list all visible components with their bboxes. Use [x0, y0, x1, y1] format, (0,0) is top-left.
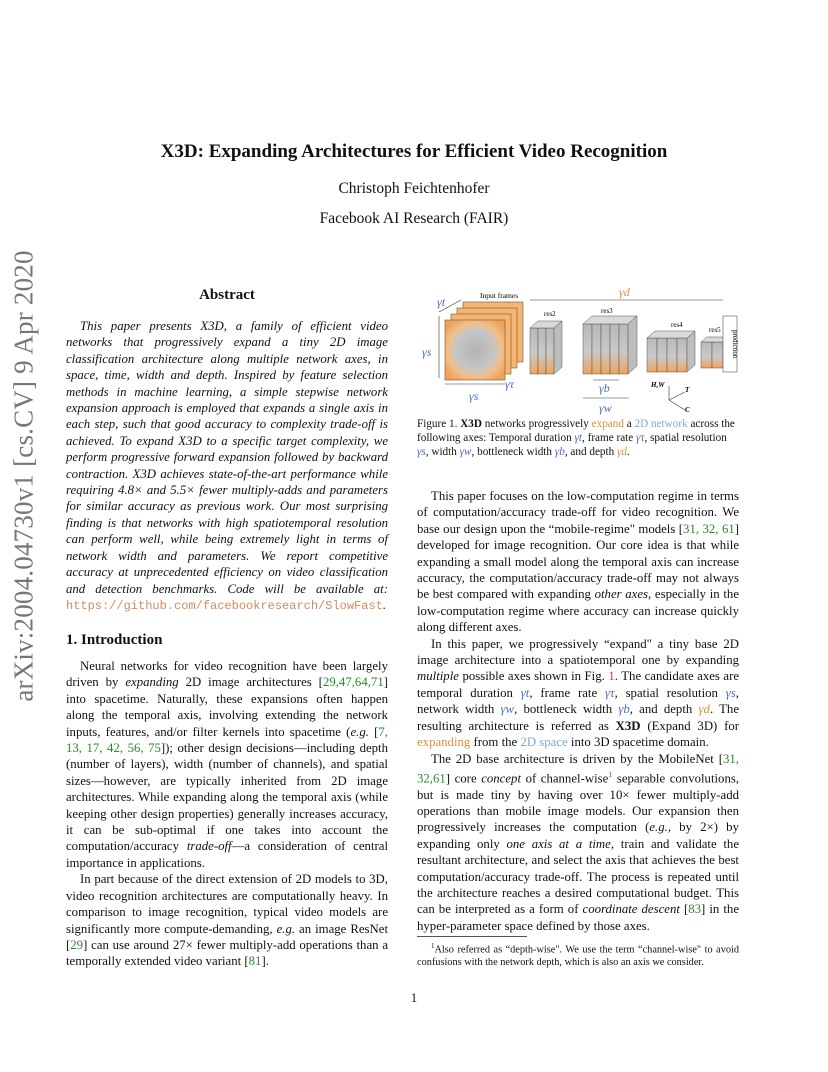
citation-link[interactable]: 83 [688, 902, 702, 917]
res3-block [583, 316, 637, 374]
paper-title: X3D: Expanding Architectures for Efficient Video Recognition [160, 141, 668, 162]
prediction-label: prediction [731, 330, 739, 359]
axis-hw-label: H,W [651, 381, 665, 389]
intro-paragraph-1: Neural networks for video recognition have been largely driven by expanding 2D image architectures [29,47,64,71] into spacetime. Naturally, these expansions often happen along the temporal axis, involving extending the network inputs, features, and/or filter kernels into spacetime (e.g. [7, 13, 17, 42, 56, 75]); other design decisions—including depth (number of layers), width (number of channels), and spatial sizes—however, are typically inherited from 2D image architectures. While expanding along the temporal axis (while keeping other design properties) generally increases accuracy, it can be sub-optimal if one takes into account the computation/accuracy trade-off—a consideration of central importance in applications. [66, 659, 388, 870]
axes-legend [669, 386, 685, 410]
input-frames-stack [445, 302, 523, 380]
gamma-tau-symbol: γτ [505, 377, 515, 391]
right-paragraph-1: This paper focuses on the low-computation regime in terms of computation/accuracy trade-off for video recognition. We base our design upon the “mobile-regime" models [31, 32, 61] developed for image recognition. Our core idea is that while expanding a small model along the temporal axis can increase accuracy, the computation/accuracy trade-off may not always be best compared with expanding other axes, especially in the low-computation regime where accuracy can increase quickly along different axes. [417, 489, 740, 635]
res3-label: res3 [601, 307, 613, 315]
arxiv-identifier [4, 250, 44, 702]
figure-1-caption: Figure 1. X3D networks progressively expand a 2D network across the following axes: Temporal duration γt, frame rate γτ, spatial resolution γs, width γw, bottleneck width γb, and depth γd. [417, 418, 735, 458]
intro-paragraph-2: In part because of the direct extension of 2D models to 3D, video recognition architectures are computationally heavy. In comparison to image recognition, typical video models are significantly more compute-demanding, e.g. an image ResNet [29] can use around 27× fewer multiply-add operations than a temporally extended video variant [81]. [66, 872, 389, 969]
gamma-t-symbol: γt [437, 295, 446, 309]
figure-ref-link[interactable]: 1 [608, 669, 615, 684]
footnote-ref-link[interactable]: 1 [608, 769, 613, 779]
footnote: $^1$Also referred as “depth-wise". We use the term “channel-wise" to avoid confusions with the network depth, which is also an axis we consider. [417, 942, 739, 969]
abstract-body: This paper presents X3D, a family of efficient video networks that progressively expand a tiny 2D image classification architecture along multiple network axes, in space, time, width and depth. Inspired by feature selection methods in machine learning, a simple stepwise network expansion approach is employed that expands a single axis in each step, such that good accuracy to complexity trade-off is achieved. To expand X3D to a specific target complexity, we perform progressive forward expansion followed by backward contraction. X3D achieves state-of-the-art performance while requiring 4.8× and 5.5× fewer multiply-adds and parameters for similar accuracy as previous work. Our most surprising finding is that networks with high spatiotemporal resolution can perform well, while being extremely light in terms of network width and parameters. We report competitive accuracy at unprecedented efficiency on video classification and detection benchmarks. Code will be available at: https://github.com/facebookresearch/SlowFast. [66, 319, 388, 613]
citation-link[interactable]: 81 [248, 954, 262, 969]
axis-c-label: C [685, 406, 690, 414]
res5-label: res5 [709, 326, 721, 334]
citation-link[interactable]: 31, 32,61 [417, 751, 739, 786]
affiliation: Facebook AI Research (FAIR) [319, 210, 509, 227]
section-heading-introduction: 1. Introduction [66, 632, 163, 648]
gamma-w-symbol: γw [599, 401, 612, 415]
arxiv-id-text: arXiv:2004.04730v1 [cs.CV] 9 Apr 2020 [8, 250, 39, 702]
right-paragraph-3: The 2D base architecture is driven by the MobileNet [31, 32,61] core concept of channel-wise$^1$ separable convolutions, but is made tiny by having over 10× fewer multiply-add operations than mobile image models. Our expansion then progressively increases the computation (e.g., by 2×) by expanding only one axis at a time, train and validate the resultant architecture, and select the axis that achieves the best computation/accuracy trade-off. The process is repeated until the architecture reaches a desired computational budget. This can be interpreted as a form of coordinate descent [83] in the hyper-parameter space defined by those axes. [417, 751, 740, 933]
res4-label: res4 [671, 321, 683, 329]
figure-1-diagram [417, 286, 739, 416]
res4-block [647, 331, 695, 372]
citation-link[interactable]: 7, 13, 17, 42, 56, 75 [66, 724, 388, 756]
gamma-b-symbol: γb [599, 381, 610, 395]
res2-block [530, 321, 562, 374]
gamma-s-symbol: γs [422, 345, 432, 359]
gamma-s-lower-symbol: γs [469, 389, 479, 403]
axis-t-label: T [685, 386, 690, 394]
gamma-d-symbol: γd [619, 286, 630, 299]
abstract-heading: Abstract [199, 287, 255, 303]
author-name: Christoph Feichtenhofer [338, 180, 490, 197]
code-url-link[interactable]: https://github.com/facebookresearch/SlowFast [66, 598, 383, 613]
abstract-text: This paper presents X3D, a family of efficient video networks that progressively expand a tiny 2D image classification architecture along multiple network axes, in space, time, width and depth. Inspired by feature selection methods in machine learning, a simple stepwise network expansion approach is employed that expands a single axis in each step, such that good accuracy to complexity trade-off is achieved. To expand X3D to a specific target complexity, we perform progressive forward expansion followed by backward contraction. X3D achieves state-of-the-art performance while requiring 4.8× and 5.5× fewer multiply-adds and parameters for similar accuracy as previous work. Our most surprising finding is that networks with high spatiotemporal resolution can perform well, while being extremely light in terms of network width and parameters. We report competitive accuracy at unprecedented efficiency on video classification and detection benchmarks. Code will be available at: [66, 319, 388, 596]
citation-link[interactable]: 31, 32, 61 [683, 521, 735, 536]
page-number: 1 [410, 990, 418, 1005]
footnote-divider [417, 936, 527, 937]
input-frames-label: Input frames [480, 291, 519, 300]
right-column-body [417, 488, 739, 934]
res2-label: res2 [544, 310, 556, 318]
citation-link[interactable]: 29,47,64,71 [322, 675, 384, 690]
citation-link[interactable]: 29 [70, 937, 84, 952]
introduction-body [66, 658, 388, 970]
right-paragraph-2: In this paper, we progressively “expand" a tiny base 2D image architecture into a spatiotemporal one by expanding multiple possible axes shown in Fig. 1. The candidate axes are temporal duration γt, frame rate γτ, spatial resolution γs, network width γw, bottleneck width γb, and depth γd. The resulting architecture is referred as X3D (Expand 3D) for expanding from the 2D space into 3D spacetime domain. [417, 636, 740, 750]
